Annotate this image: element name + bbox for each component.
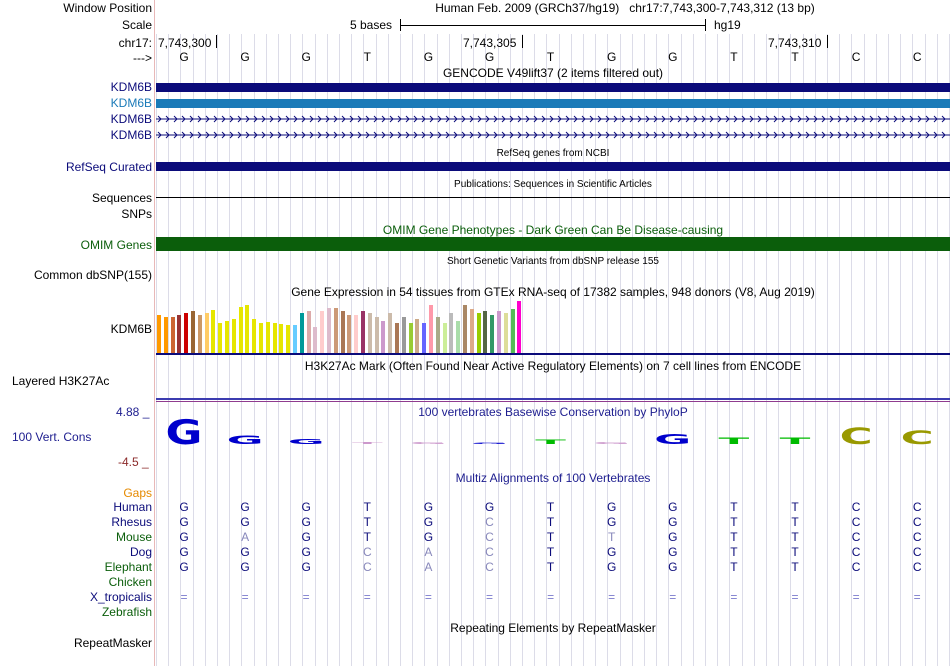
scale-text: 5 bases [350,18,393,32]
aligned-base: = [241,590,249,604]
aligned-base: C [485,515,494,529]
strand-label: ---> [133,51,152,65]
cons-logo-letter: C [839,424,873,448]
species-label[interactable]: Zebrafish [101,605,152,619]
gtex-tissue-bar[interactable] [517,301,521,353]
dbsnp-title: Short Genetic Variants from dbSNP release 155 [447,256,659,267]
aligned-base: = [424,590,432,604]
reference-base: G [179,50,189,64]
ruler-tick-2: 7,743,305 [463,36,517,50]
gtex-tissue-bar[interactable] [334,308,338,353]
aligned-base: C [362,545,372,559]
aligned-base: = [363,590,371,604]
gencode-transcript-1[interactable] [156,83,950,92]
gtex-tissue-bar[interactable] [273,323,277,353]
gencode-transcript-2[interactable] [156,99,950,108]
h3k27ac-label[interactable]: Layered H3K27Ac [12,374,110,388]
aligned-base: T [546,530,555,544]
aligned-base: T [546,500,555,514]
aligned-base: C [851,560,861,574]
gtex-tissue-bar[interactable] [361,311,365,353]
aligned-base: C [912,500,922,514]
multiz-species-block [0,500,950,620]
gtex-tissue-bar[interactable] [327,308,331,353]
omim-label[interactable]: OMIM Genes [80,238,152,252]
gtex-tissue-bar[interactable] [252,319,256,353]
aligned-base: T [363,530,371,544]
gtex-tissue-bar[interactable] [239,307,243,353]
refseq-label[interactable]: RefSeq Curated [65,160,152,174]
gtex-tissue-bar[interactable] [266,322,270,353]
gencode-row-label[interactable]: KDM6B [110,96,152,110]
reference-base: T [730,50,738,64]
aligned-base: T [791,545,799,559]
gtex-tissue-bar[interactable] [354,315,358,353]
cons-ymax: 4.88 _ [116,405,150,419]
aligned-base: A [424,560,433,574]
gtex-tissue-bar[interactable] [307,311,311,353]
cons-logo-letter: T [779,435,811,447]
aligned-base: G [179,530,189,544]
cons-ymin: -4.5 _ [118,455,149,469]
gtex-tissue-bar[interactable] [443,323,447,353]
gtex-tissue-bar[interactable] [211,310,215,353]
cons-label[interactable]: 100 Vert. Cons [12,430,92,444]
gtex-tissue-bar[interactable] [245,305,249,353]
aligned-base: G [179,515,189,529]
species-label[interactable]: Rhesus [111,515,152,529]
aligned-base: = [852,590,860,604]
aligned-base: T [546,545,555,559]
gtex-tissue-bar[interactable] [388,313,392,353]
gtex-tissue-bar[interactable] [177,315,181,353]
cons-logo-letter: G [287,437,325,446]
gencode-row-label[interactable]: KDM6B [110,128,152,142]
chrom-label: chr17: [118,36,152,50]
h3k27ac-title: H3K27Ac Mark (Often Found Near Active Regulatory Elements) on 7 cell lines from ENCODE [304,359,802,373]
gtex-tissue-bar[interactable] [409,323,413,353]
ruler-tick-mark [522,35,523,48]
dbsnp-label[interactable]: Common dbSNP(155) [33,268,152,282]
aligned-base: = [547,590,555,604]
aligned-base: G [240,545,250,559]
aligned-base: C [912,560,922,574]
species-label[interactable]: Elephant [104,560,152,574]
aligned-base: = [913,590,921,604]
gtex-tissue-bar[interactable] [293,325,297,353]
gtex-tissue-bar[interactable] [381,321,385,353]
gtex-tissue-bar[interactable] [477,313,481,353]
aligned-base: G [668,545,678,559]
gencode-transcript-4-intron[interactable] [156,129,950,141]
aligned-base: C [912,545,922,559]
h3k27ac-line-2 [156,401,950,402]
aligned-base: C [485,560,494,574]
aligned-base: G [607,545,617,559]
gtex-tissue-bar[interactable] [341,311,345,353]
aligned-base: C [485,545,494,559]
aligned-base: T [546,560,555,574]
reference-base: T [791,50,799,64]
aligned-base: T [730,560,738,574]
gtex-tissue-bar[interactable] [429,305,433,353]
aligned-base: G [668,500,678,514]
gtex-tissue-bar[interactable] [504,313,508,353]
reference-base: C [851,50,861,64]
gtex-tissue-bar[interactable] [497,311,501,353]
gtex-tissue-bar[interactable] [164,317,168,353]
refseq-gene-bar[interactable] [156,162,950,171]
ruler-tick-3: 7,743,310 [768,36,822,50]
gtex-tissue-bar[interactable] [511,309,515,353]
aligned-base: = [791,590,799,604]
ruler-tick-mark [216,35,217,48]
aligned-base: C [485,530,494,544]
cons-logo-letter: G [165,418,203,448]
gtex-tissue-bar[interactable] [368,313,372,353]
gtex-tissue-bar[interactable] [490,315,494,353]
gtex-tissue-bar[interactable] [395,323,399,353]
gencode-title: GENCODE V49lift37 (2 items filtered out) [442,66,664,80]
gtex-tissue-bar[interactable] [470,309,474,353]
aligned-base: T [363,500,371,514]
cons-logo-letter: T [718,435,750,447]
gencode-row-label[interactable]: KDM6B [110,80,152,94]
cons-logo-letter: G [226,433,264,447]
aligned-base: G [240,560,250,574]
scale-bar [400,19,706,31]
species-label[interactable]: Dog [129,545,152,559]
reference-base: G [484,50,495,64]
aligned-base: G [668,560,678,574]
gtex-tissue-bar[interactable] [375,317,379,353]
aligned-base: T [730,500,738,514]
aligned-base: G [301,545,311,559]
aligned-base: G [668,515,678,529]
aligned-base: G [607,500,617,514]
gtex-tissue-bar[interactable] [320,311,324,353]
refseq-title: RefSeq genes from NCBI [496,148,610,159]
aligned-base: T [791,500,799,514]
aligned-base: G [240,515,250,529]
gtex-baseline [156,353,950,355]
publications-line [156,197,950,198]
multiz-title: Multiz Alignments of 100 Vertebrates [455,471,651,485]
aligned-base: G [301,530,311,544]
cons-logo-letter: C [900,427,934,448]
scale-assembly: hg19 [714,18,741,32]
aligned-base: G [423,500,434,514]
aligned-base: = [669,590,677,604]
aligned-base: C [362,560,372,574]
reference-base: G [423,50,434,64]
gtex-label[interactable]: KDM6B [110,322,152,336]
aligned-base: G [179,500,189,514]
aligned-base: C [912,530,922,544]
gaps-label[interactable]: Gaps [123,486,152,500]
omim-phenotype-bar[interactable] [156,237,950,251]
aligned-base: T [608,530,616,544]
gtex-tissue-bar[interactable] [300,313,304,353]
aligned-base: A [241,530,250,544]
window-position-label: Window Position [63,1,152,15]
gtex-tissue-bar[interactable] [171,317,175,353]
aligned-base: C [851,515,861,529]
snps-label[interactable]: SNPs [121,207,152,221]
gtex-tissue-bar[interactable] [205,313,209,353]
aligned-base: T [791,515,799,529]
h3k27ac-line-1 [156,398,950,400]
cons-logo-letter: T [351,441,383,445]
aligned-base: G [301,560,311,574]
ruler-tick-1: 7,743,300 [158,36,212,50]
reference-base: C [912,50,922,64]
cons-logo-letter: G [409,441,447,445]
aligned-base: G [607,515,617,529]
aligned-base: G [423,530,434,544]
cons-logo-letter: G [654,431,692,448]
aligned-base: A [424,545,433,559]
reference-base: G [240,50,250,64]
cons-title: 100 vertebrates Basewise Conservation by PhyloP [418,405,688,419]
aligned-base: T [791,530,799,544]
gtex-tissue-bar[interactable] [232,319,236,353]
aligned-base: G [179,560,189,574]
aligned-base: T [791,560,799,574]
reference-base: G [301,50,311,64]
aligned-base: T [730,545,738,559]
gtex-tissue-bar[interactable] [415,319,419,353]
gtex-tissue-bar[interactable] [157,315,161,353]
species-label[interactable]: X_tropicalis [89,590,152,604]
aligned-base: C [851,545,861,559]
omim-title: OMIM Gene Phenotypes - Dark Green Can Be Disease-causing [382,223,724,237]
scale-label: Scale [121,18,152,32]
gtex-tissue-bar[interactable] [259,323,263,353]
gtex-tissue-bar[interactable] [191,311,195,353]
aligned-base: = [302,590,310,604]
gtex-tissue-bar[interactable] [422,323,426,353]
gtex-expression-chart[interactable] [156,298,950,353]
repeatmasker-label[interactable]: RepeatMasker [73,636,152,650]
aligned-base: T [730,515,738,529]
cons-logo-letter: G [593,441,631,445]
aligned-base: C [851,500,861,514]
reference-base: G [668,50,678,64]
aligned-base: = [608,590,616,604]
reference-base: T [363,50,371,64]
aligned-base: T [730,530,738,544]
aligned-base: G [607,560,617,574]
gtex-tissue-bar[interactable] [279,324,283,353]
aligned-base: = [180,590,188,604]
gtex-tissue-bar[interactable] [449,313,453,353]
aligned-base: T [546,515,555,529]
gtex-tissue-bar[interactable] [286,325,290,353]
window-position-value: Human Feb. 2009 (GRCh37/hg19) chr17:7,743,300-7,743,312 (13 bp) [435,1,815,15]
gtex-tissue-bar[interactable] [456,321,460,353]
aligned-base: T [363,515,371,529]
gtex-tissue-bar[interactable] [402,317,406,353]
aligned-base: G [484,500,495,514]
gtex-tissue-bar[interactable] [347,315,351,353]
publications-title: Publications: Sequences in Scientific Articles [454,179,652,190]
gtex-tissue-bar[interactable] [436,317,440,353]
aligned-base: C [912,515,922,529]
gtex-tissue-bar[interactable] [198,315,202,353]
reference-base: T [546,50,555,64]
aligned-base: = [730,590,738,604]
aligned-base: G [668,530,678,544]
species-label[interactable]: Chicken [108,575,152,589]
sequences-label[interactable]: Sequences [91,191,152,205]
gtex-tissue-bar[interactable] [463,305,467,353]
aligned-base: C [851,530,861,544]
cons-logo-letter: G [471,442,508,445]
cons-logo[interactable] [156,418,950,448]
gtex-title: Gene Expression in 54 tissues from GTEx RNA-seq of 17382 samples, 948 donors (V8, Aug 2019) [291,285,815,299]
aligned-base: G [301,515,311,529]
aligned-base: G [179,545,189,559]
cons-logo-letter: T [535,438,566,446]
aligned-base: = [485,590,493,604]
gtex-tissue-bar[interactable] [184,313,188,353]
aligned-base: G [423,515,434,529]
gtex-tissue-bar[interactable] [483,311,487,353]
species-label[interactable]: Human [113,500,152,514]
gtex-tissue-bar[interactable] [218,323,222,353]
reference-bases [156,50,950,64]
aligned-base: G [301,500,311,514]
gencode-row-label[interactable]: KDM6B [110,112,152,126]
gtex-tissue-bar[interactable] [225,321,229,353]
repeatmasker-title: Repeating Elements by RepeatMasker [450,621,656,635]
ruler-tick-mark [827,35,828,48]
gtex-tissue-bar[interactable] [313,327,317,353]
gencode-transcript-3-intron[interactable] [156,113,950,125]
aligned-base: G [240,500,250,514]
reference-base: G [607,50,617,64]
species-label[interactable]: Mouse [115,530,152,544]
